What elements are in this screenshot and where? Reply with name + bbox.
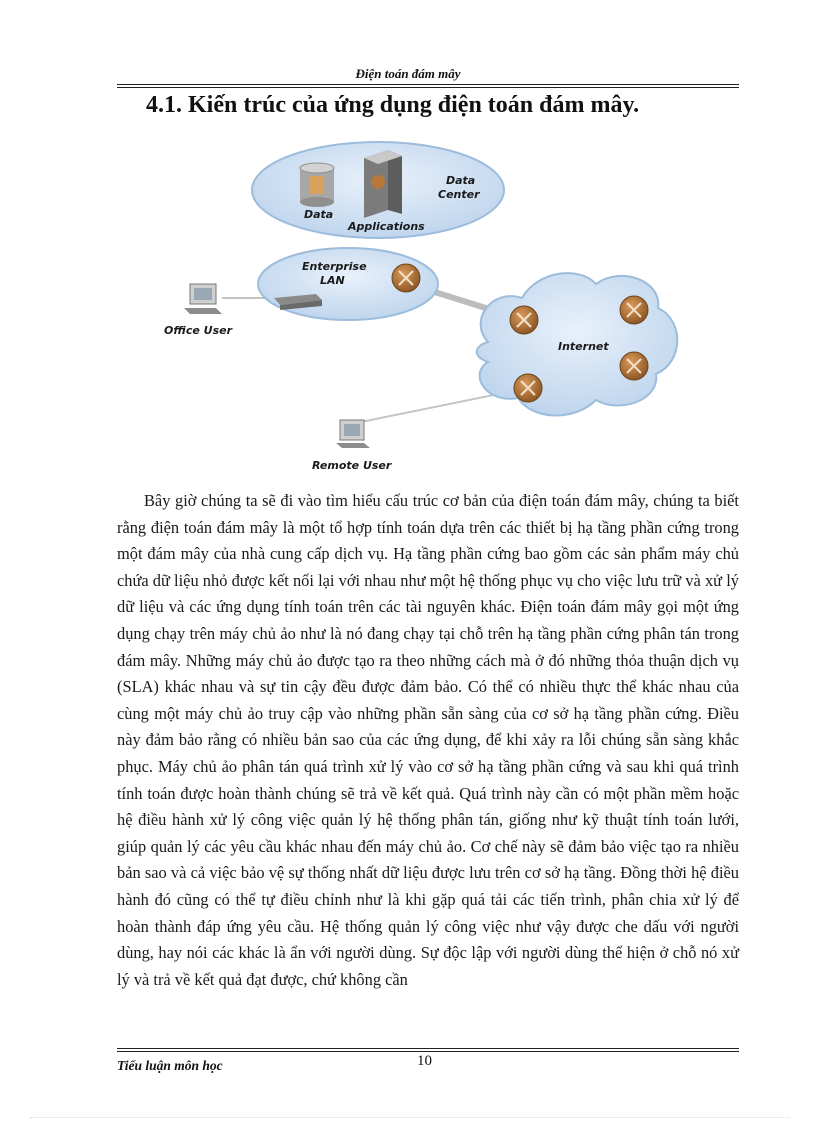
data-center-cloud [252,142,504,238]
router-icon [392,264,420,292]
router-icon [510,306,538,334]
label-internet: Internet [558,340,609,353]
server-icon [364,150,402,218]
internet-cloud [477,273,678,415]
laptop-icon [336,420,370,448]
label-lan: LAN [320,274,345,287]
header-title: Điện toán đám mây [355,66,461,81]
router-icon [514,374,542,402]
footer-title: Tiểu luận môn học [117,1058,223,1073]
header-rule [117,84,739,85]
router-icon [620,352,648,380]
router-icon [620,296,648,324]
header-rule-double [117,87,739,88]
label-remote-user: Remote User [312,459,392,472]
page-edge [30,1117,790,1118]
label-data-center-2: Center [438,188,480,201]
page-number: 10 [417,1053,432,1069]
section-heading: 4.1. Kiến trúc của ứng dụng điện toán đám mây. [146,92,640,118]
footer-rule-double [117,1051,739,1052]
database-icon [300,163,334,207]
laptop-icon [184,284,222,314]
footer-rule [117,1048,739,1049]
body-paragraph: Bây giờ chúng ta sẽ đi vào tìm hiểu cấu trúc cơ bản của điện toán đám mây, chúng ta biết rằng điện toán đám mây là một tổ hợp tính toán dựa trên các thiết bị hạ tầng phần cứng trong một đám mây của nhà cung cấp dịch vụ. Hạ tầng phần cứng bao gồm các sản phẩm máy chủ chứa dữ liệu nhỏ được kết nối lại với nhau như một hệ thống phục vụ cho việc lưu trữ và xử lý dữ liệu và các ứng dụng tính toán trên các tài nguyên khác. Điện toán đám mây gọi một ứng dụng chạy trên máy chủ ảo như là nó đang chạy tại chỗ trên hạ tầng phần cứng phân tán trong đám mây. Những máy chủ ảo được tạo ra theo những cách mà ở đó những thỏa thuận dịch vụ (SLA) khác nhau và sự tin cậy đều được đảm bảo. Có thể có nhiều thực thể khác nhau của cùng một máy chủ ảo truy cập vào những phần sẵn sàng của cơ sở hạ tầng phần cứng. Điều này đảm bảo rằng có nhiều bản sao của các ứng dụng, để khi xảy ra lỗi chúng sẵn sàng khắc phục. Máy chủ ảo phân tán quá trình xử lý vào cơ sở hạ tầng phần cứng và sau khi quá trình tính toán được hoàn thành chúng sẽ trả về kết quả. Quá trình này cần có một phần mềm hoặc hệ điều hành xử lý công việc quản lý hệ thống phân tán, giống như kỹ thuật tính toán lưới, giúp quản lý các yêu cầu khác nhau đến máy chủ ảo. Cơ chế này sẽ đảm bảo việc tạo ra nhiều bản sao và cả việc bảo vệ sự thống nhất dữ liệu được lưu trên cơ sở hạ tầng. Đồng thời hệ điều hành đó cũng có thể tự điều chỉnh như là khi gặp quá tải các tiến trình, phân chia xử lý để hoàn thành đáp ứng yêu cầu. Hệ thống quản lý công việc như vậy được che dấu với người dùng, hay nói các khác là ẩn với người dùng. Sự độc lập với người dùng thể hiện ở chỗ nó xử lý và trả về kết quả đạt được, chứ không cần [117,491,739,989]
cloud-architecture-diagram [150,138,710,480]
label-applications: Applications [348,220,425,233]
label-data: Data [304,208,334,221]
label-enterprise: Enterprise [302,260,367,273]
label-office-user: Office User [164,324,233,337]
enterprise-lan-cloud [258,248,438,320]
label-data-center-1: Data [446,174,476,187]
